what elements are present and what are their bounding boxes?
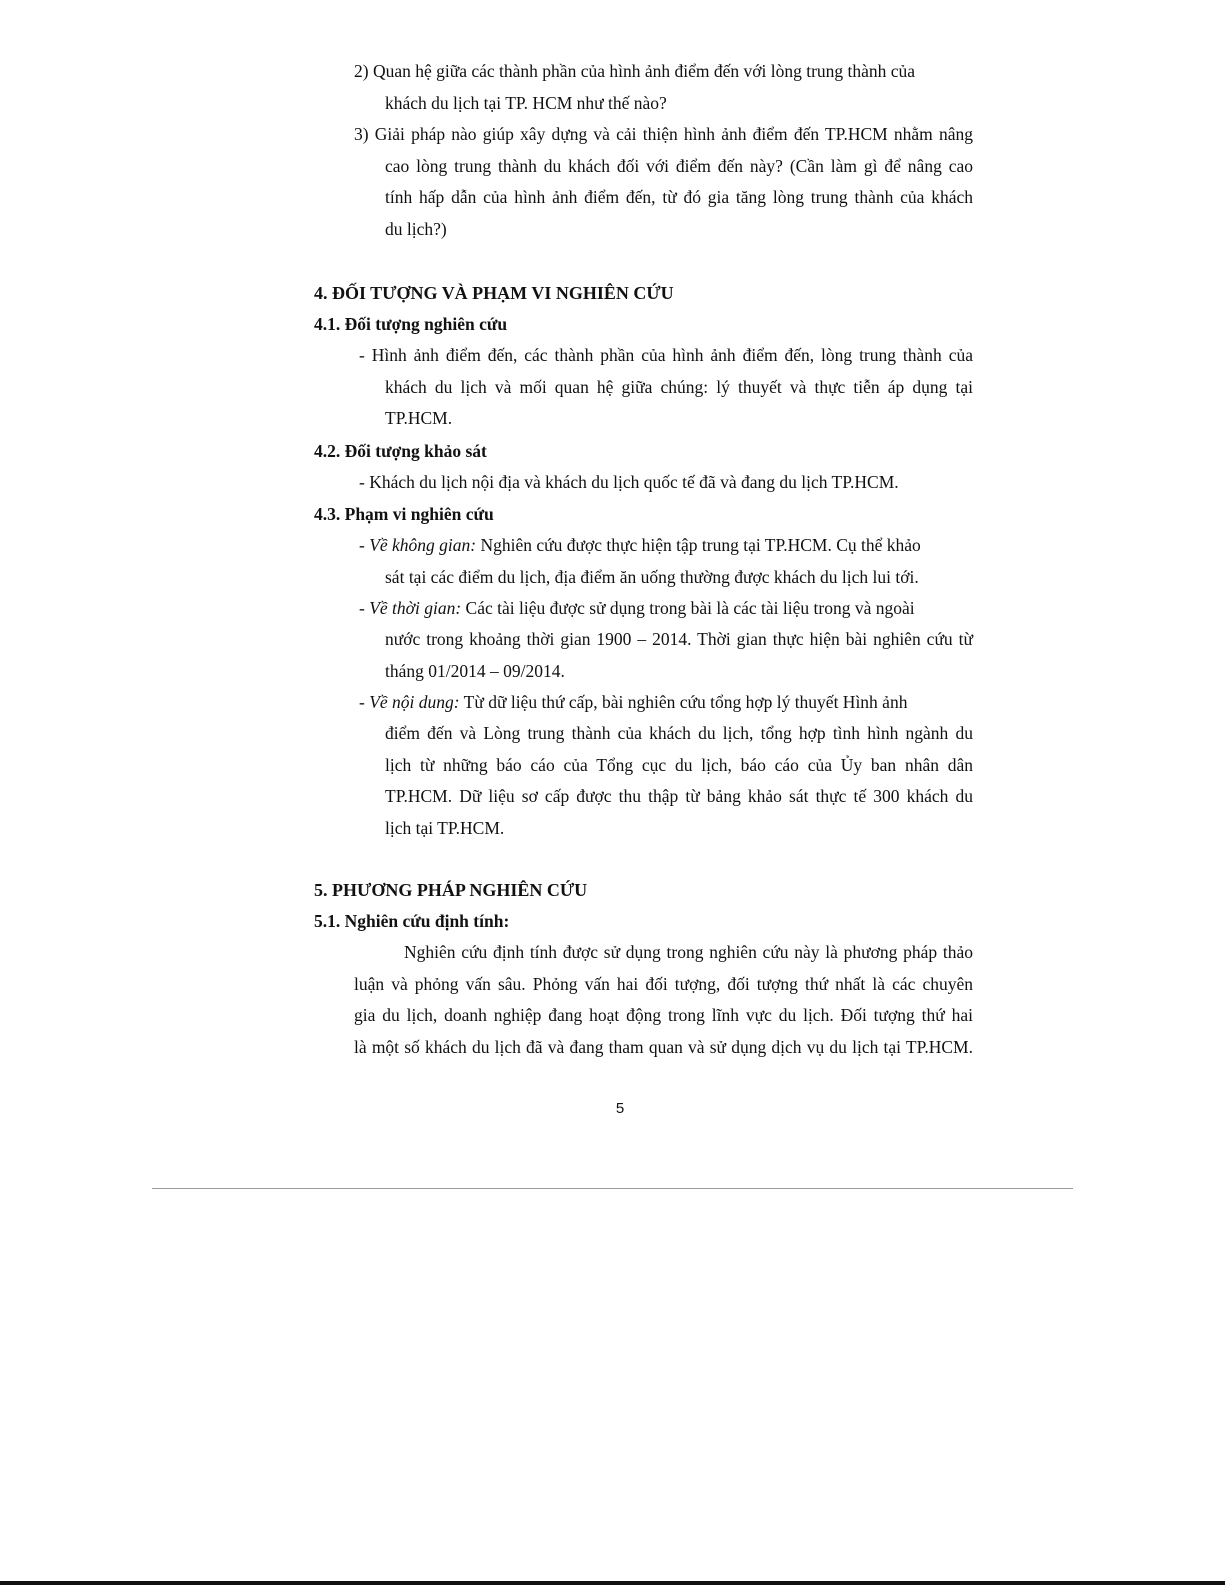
scope-space-text: Nghiên cứu được thực hiện tập trung tại TP.HCM. Cụ thể khảo (476, 535, 921, 555)
page-separator-line (152, 1188, 1073, 1189)
scope-content-line-3: lịch từ những báo cáo của Tổng cục du lịch, báo cáo của Ủy ban nhân dân (385, 755, 973, 775)
section-4-3-heading: 4.3. Phạm vi nghiên cứu (314, 504, 494, 524)
research-question-2-line-1: 2) Quan hệ giữa các thành phần của hình ảnh điểm đến với lòng trung thành của (354, 61, 916, 81)
research-question-3-line-2: cao lòng trung thành du khách đối với điểm đến này? (Cần làm gì để nâng cao (385, 156, 973, 176)
scope-time-text: Các tài liệu được sử dụng trong bài là các tài liệu trong và ngoài (461, 598, 915, 618)
scope-time-line-3: tháng 01/2014 – 09/2014. (385, 661, 565, 681)
page-number: 5 (615, 1100, 625, 1117)
section-5-1-heading: 5.1. Nghiên cứu định tính: (314, 911, 510, 931)
scope-space-line-1 (359, 534, 921, 556)
section-4-1-line-1: - Hình ảnh điểm đến, các thành phần của hình ảnh điểm đến, lòng trung thành của (359, 345, 973, 365)
scope-content-text: Từ dữ liệu thứ cấp, bài nghiên cứu tổng hợp lý thuyết Hình ảnh (459, 692, 908, 712)
scope-time-line-2: nước trong khoảng thời gian 1900 – 2014. Thời gian thực hiện bài nghiên cứu từ (385, 629, 973, 649)
scope-space-dash: - (359, 535, 370, 555)
research-question-3-line-1: 3) Giải pháp nào giúp xây dựng và cải thiện hình ảnh điểm đến TP.HCM nhằm nâng (354, 124, 973, 144)
scope-time-line-1 (359, 597, 915, 619)
scope-content-line-1 (359, 691, 907, 713)
section-5-1-paragraph-line-2: luận và phỏng vấn sâu. Phỏng vấn hai đối tượng, đối tượng thứ nhất là các chuyên (354, 974, 973, 994)
section-4-1-line-2: khách du lịch và mối quan hệ giữa chúng: lý thuyết và thực tiễn áp dụng tại (385, 377, 973, 397)
scope-content-line-2: điểm đến và Lòng trung thành của khách du lịch, tổng hợp tình hình ngành du (385, 723, 973, 743)
section-5-1-paragraph-line-1: Nghiên cứu định tính được sử dụng trong nghiên cứu này là phương pháp thảo (404, 942, 973, 962)
scope-content-label: Về nội dung: (369, 692, 460, 712)
scope-content-line-5: lịch tại TP.HCM. (385, 818, 505, 838)
section-4-1-heading: 4.1. Đối tượng nghiên cứu (314, 314, 508, 334)
scope-time-label: Về thời gian: (369, 598, 462, 618)
scope-space-line-2: sát tại các điểm du lịch, địa điểm ăn uống thường được khách du lịch lui tới. (385, 567, 919, 587)
section-4-2-heading: 4.2. Đối tượng khảo sát (314, 441, 487, 461)
research-question-3-line-4: du lịch?) (385, 219, 447, 239)
research-question-2-line-2: khách du lịch tại TP. HCM như thế nào? (385, 93, 667, 113)
research-question-3-line-3: tính hấp dẫn của hình ảnh điểm đến, từ đó gia tăng lòng trung thành của khách (385, 187, 973, 207)
scope-content-line-4: TP.HCM. Dữ liệu sơ cấp được thu thập từ bảng khảo sát thực tế 300 khách du (385, 786, 973, 806)
scope-space-label: Về không gian: (369, 535, 477, 555)
scope-content-dash: - (359, 692, 370, 712)
bottom-edge-bar (0, 1581, 1225, 1585)
section-5-1-paragraph-line-4: là một số khách du lịch đã và đang tham quan và sử dụng dịch vụ du lịch tại TP.HCM. (354, 1037, 973, 1057)
section-4-1-line-3: TP.HCM. (385, 408, 453, 428)
section-4-2-line-1: - Khách du lịch nội địa và khách du lịch quốc tế đã và đang du lịch TP.HCM. (359, 472, 899, 492)
section-5-1-paragraph-line-3: gia du lịch, doanh nghiệp đang hoạt động trong lĩnh vực du lịch. Đối tượng thứ hai (354, 1005, 973, 1025)
section-4-heading: 4. ĐỐI TƯỢNG VÀ PHẠM VI NGHIÊN CỨU (314, 283, 674, 303)
scope-time-dash: - (359, 598, 370, 618)
section-5-heading: 5. PHƯƠNG PHÁP NGHIÊN CỨU (314, 880, 588, 900)
